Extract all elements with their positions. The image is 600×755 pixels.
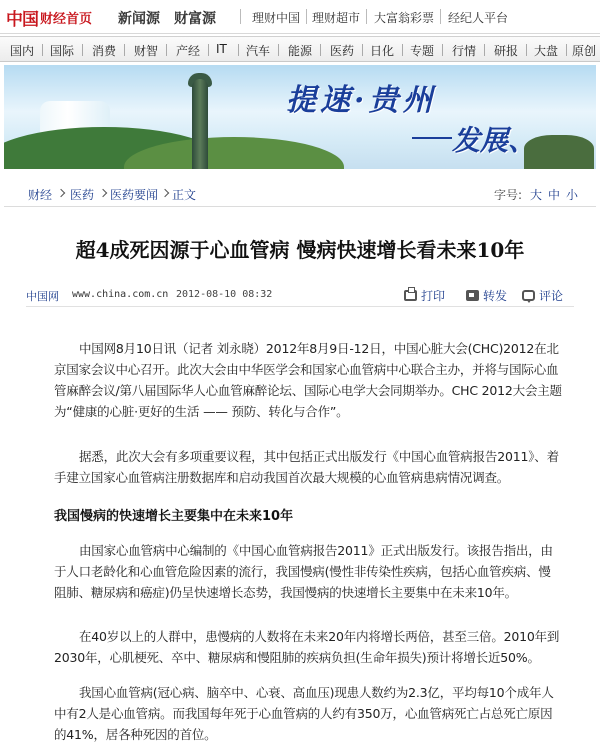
print-label: 打印 bbox=[421, 289, 446, 303]
comment-label: 评论 bbox=[539, 289, 564, 303]
top-link-caifuyuan[interactable]: 财富源 bbox=[174, 11, 216, 27]
breadcrumb-item[interactable]: 财经 bbox=[28, 188, 53, 202]
top-separator bbox=[366, 9, 367, 24]
top-separator bbox=[240, 9, 241, 24]
article-paragraph: 在40岁以上的人群中，患慢病的人数将在未来20年内将增长两倍，甚至三倍。2010年到2030年，心肌梗死、卒中、糖尿病和慢阻肺的疾病负担(生命年损失)预计将增长近50%。 bbox=[54, 629, 560, 665]
monument-graphic bbox=[192, 79, 208, 169]
site-logo[interactable] bbox=[6, 7, 93, 30]
logo-text: 中国 bbox=[6, 9, 38, 30]
forward-label: 转发 bbox=[483, 289, 508, 303]
nav-separator bbox=[278, 44, 279, 56]
nav-item[interactable]: 专题 bbox=[410, 44, 435, 58]
nav-separator bbox=[166, 44, 167, 56]
top-separator bbox=[306, 9, 307, 24]
print-button[interactable] bbox=[404, 287, 445, 304]
font-size-small-button[interactable]: 小 bbox=[566, 188, 579, 202]
nav-item[interactable]: 研报 bbox=[494, 44, 519, 58]
banner-dash bbox=[412, 137, 452, 139]
nav-separator bbox=[484, 44, 485, 56]
breadcrumb bbox=[4, 181, 596, 207]
comment-button[interactable] bbox=[522, 287, 563, 304]
breadcrumb-item: 正文 bbox=[172, 188, 197, 202]
forward-icon bbox=[466, 290, 479, 301]
nav-item[interactable]: 消费 bbox=[92, 44, 117, 58]
promo-banner[interactable] bbox=[4, 65, 596, 169]
nav-item[interactable]: 产经 bbox=[176, 44, 201, 58]
article-paragraph: 中国网8月10日讯（记者 刘永晓）2012年8月9日-12日，中国心脏大会(CHC)2012在北京国家会议中心召开。此次大会由中华医学会和国家心血管病中心联合主办，并将与国际心血管麻醉会议/第八届国际华人心血管麻醉论坛、国际心电学大会同期举办。CHC 2012大会主题为“健康的心脏·更好的生活 —— 预防、转化与合作”。 bbox=[54, 341, 562, 419]
top-link-broker[interactable]: 经纪人平台 bbox=[448, 11, 509, 25]
article-paragraph: 据悉，此次大会有多项重要议程，其中包括正式出版发行《中国心血管病报告2011》、着手建立国家心血管病注册数据库和启动我国首次最大规模的心血管病患病情况调查。 bbox=[54, 449, 559, 485]
nav-separator bbox=[402, 44, 403, 56]
forward-button[interactable] bbox=[466, 287, 507, 304]
font-size-large-button[interactable]: 大 bbox=[530, 188, 543, 202]
article-timestamp: 2012-08-10 08:32 bbox=[176, 289, 273, 300]
logo-subtitle: 财经首页 bbox=[40, 11, 93, 27]
nav-separator bbox=[238, 44, 239, 56]
comment-icon bbox=[522, 290, 535, 301]
article-title: 超4成死因源于心血管病 慢病快速增长看未来10年 bbox=[75, 238, 525, 262]
nav-separator bbox=[442, 44, 443, 56]
nav-separator bbox=[82, 44, 83, 56]
chevron-right-icon bbox=[99, 189, 107, 197]
nav-item[interactable]: IT bbox=[216, 42, 227, 56]
chevron-right-icon bbox=[57, 189, 65, 197]
top-separator bbox=[440, 9, 441, 24]
top-link-licai-china[interactable]: 理财中国 bbox=[252, 11, 301, 25]
breadcrumb-item[interactable]: 医药要闻 bbox=[110, 188, 159, 202]
nav-separator bbox=[362, 44, 363, 56]
top-link-lottery[interactable]: 大富翁彩票 bbox=[374, 11, 435, 25]
nav-item[interactable]: 大盘 bbox=[534, 44, 559, 58]
nav-separator bbox=[526, 44, 527, 56]
nav-item[interactable]: 国内 bbox=[10, 44, 35, 58]
banner-slogan: 提速·贵州 bbox=[286, 83, 437, 118]
nav-item[interactable]: 日化 bbox=[370, 44, 395, 58]
article-source-url[interactable]: www.china.com.cn bbox=[72, 289, 169, 300]
printer-icon bbox=[404, 290, 417, 301]
nav-separator bbox=[320, 44, 321, 56]
top-link-xinwenyuan[interactable]: 新闻源 bbox=[118, 11, 160, 27]
channel-nav bbox=[0, 36, 600, 62]
article-paragraph: 由国家心血管病中心编制的《中国心血管病报告2011》正式出版发行。该报告指出，由于人口老龄化和心血管危险因素的流行，我国慢病(慢性非传染性疾病，包括心血管疾病、慢阻肺、糖尿病和癌症)仍呈快速增长态势，我国慢病的快速增长主要集中在未来10年。 bbox=[54, 543, 553, 600]
breadcrumb-item[interactable]: 医药 bbox=[70, 188, 95, 202]
article-meta bbox=[26, 285, 574, 307]
font-size-label: 字号: bbox=[494, 188, 523, 202]
nav-item[interactable]: 财智 bbox=[134, 44, 159, 58]
nav-item[interactable]: 行情 bbox=[452, 44, 477, 58]
nav-item[interactable]: 国际 bbox=[50, 44, 75, 58]
article-paragraph: 我国心血管病(冠心病、脑卒中、心衰、高血压)现患人数约为2.3亿，平均每10个成年人中有2人是心血管病。而我国每年死于心血管病的人约有350万，心血管病死亡占总死亡原因的41%，居各种死因的首位。 bbox=[54, 685, 554, 742]
font-size-medium-button[interactable]: 中 bbox=[548, 188, 561, 202]
top-link-licai-market[interactable]: 理财超市 bbox=[312, 11, 361, 25]
top-bar bbox=[0, 0, 600, 34]
chevron-right-icon bbox=[161, 189, 169, 197]
nav-separator bbox=[124, 44, 125, 56]
nav-item[interactable]: 医药 bbox=[330, 44, 355, 58]
nav-separator bbox=[208, 44, 209, 56]
article-source[interactable]: 中国网 bbox=[26, 290, 59, 303]
nav-item[interactable]: 能源 bbox=[288, 44, 313, 58]
article-subheading: 我国慢病的快速增长主要集中在未来10年 bbox=[54, 509, 294, 524]
nav-separator bbox=[566, 44, 567, 56]
nav-item[interactable]: 原创 bbox=[572, 44, 597, 58]
nav-item[interactable]: 汽车 bbox=[246, 44, 271, 58]
banner-slogan-2: 发展、 bbox=[452, 124, 537, 157]
nav-separator bbox=[42, 44, 43, 56]
